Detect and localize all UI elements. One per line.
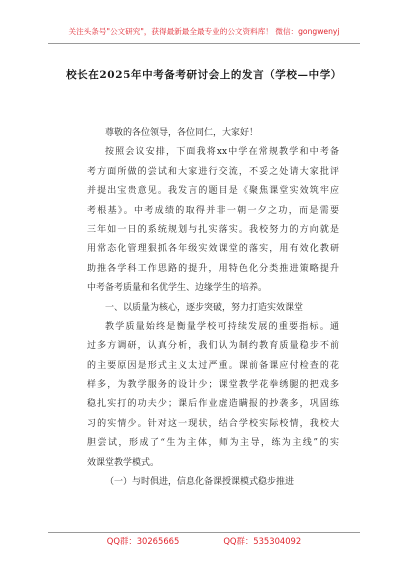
body-line: 稳扎实打的功夫少；课后作业虚造瞒报的抄袭多，巩固练 [87, 399, 339, 410]
document-body [87, 124, 339, 492]
subsection-heading: （一）与时俱进，信息化备课授课模式稳步推进 [105, 477, 295, 488]
body-line: 样多，为教学服务的设计少；课堂教学花拳绣腿的把戏多 [87, 380, 339, 391]
body-line: 考方面所做的尝试和大家进行交流，不妥之处请大家批评 [87, 166, 339, 177]
body-line: 助推各学科工作思路的提升，用特色化分类推进策略提升 [87, 263, 339, 274]
section-heading: 一、以质量为核心，逐步突破，努力打造实效课堂 [105, 302, 304, 313]
footer-qq-group-1: QQ群：30265665 [106, 536, 180, 546]
body-line: 中考备考质量和名优学生、边缘学生的培养。 [87, 283, 268, 294]
body-line: 胆尝试，形成了“生为主体，师为主导，练为主线”的实 [87, 438, 339, 449]
footer-qq-group-2: QQ群：535304092 [223, 536, 302, 546]
body-line: 效课堂教学模式。 [87, 457, 160, 468]
document-title: 校长在2025年中考备考研讨会上的发言（学校—中学） [66, 69, 342, 81]
body-line: 过多方调研，认真分析，我们认为制约教育质量稳步不前 [87, 341, 339, 352]
body-line: 并提出宝贵意见。我发言的题目是《聚焦课堂实效筑牢应 [87, 186, 339, 197]
body-line: 教学质量始终是衡量学校可持续发展的重要指标。通 [105, 321, 339, 332]
body-line: 按照会议安排，下面我将xx中学在常规教学和中考备 [105, 147, 339, 158]
header-divider [48, 43, 360, 44]
body-line: 的主要原因是形式主义太过严重。课前备课应付检查的花 [87, 360, 339, 371]
greeting-line: 尊敬的各位领导，各位同仁，大家好！ [105, 128, 259, 138]
body-line: 三年如一日的系统规划与扎实落实。我校努力的方向就是 [87, 224, 339, 235]
header-promo-note: 关注头条号"公文研究"，获得最新最全最专业的公文资料库！ 微信：gongwenyj [68, 27, 340, 36]
footer-contacts [0, 535, 408, 547]
body-line: 习的实情少。针对这一现状，结合学校实际校情，我校大 [87, 418, 339, 429]
body-line: 用常态化管理狠抓各年级实效课堂的落实，用有效化教研 [87, 244, 339, 255]
body-line: 考根基》。中考成绩的取得并非一朝一夕之功，而是需要 [87, 205, 339, 216]
footer-divider [48, 532, 360, 533]
